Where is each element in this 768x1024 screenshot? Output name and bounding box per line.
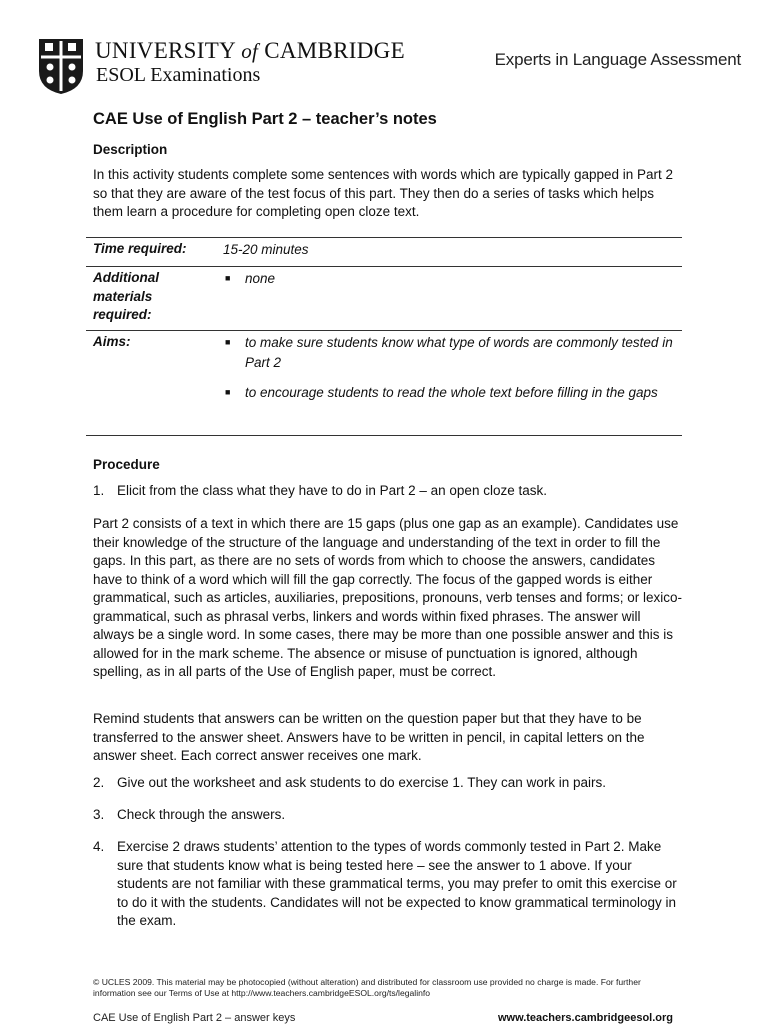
materials-label: Additional materials required: (93, 270, 159, 322)
procedure-step-2: 2. Give out the worksheet and ask students to do exercise 1. They can work in pairs. (93, 775, 607, 790)
footer-website-link[interactable]: www.teachers.cambridgeesol.org (497, 1012, 673, 1024)
page-title: CAE Use of English Part 2 – teacher’s notes (93, 110, 437, 128)
procedure-paragraph-2: Remind students that answers can be written on the question paper but that they have to be transferred to the answer sheet. Answers have to be written in pencil, in capital letters on the answer sheet. Each correct answer receives one mark. (93, 711, 645, 763)
time-label: Time required: (93, 241, 187, 256)
university-name: UNIVERSITY of CAMBRIDGE (95, 38, 405, 63)
bullet-icon: ■ (225, 273, 231, 283)
aims-label: Aims: (93, 334, 131, 349)
time-row (86, 237, 682, 266)
bullet-icon: ■ (225, 387, 231, 397)
procedure-step-1: 1. Elicit from the class what they have to do in Part 2 – an open cloze task. (93, 483, 547, 498)
copyright-notice: © UCLES 2009. This material may be photocopied (without alteration) and distributed for classroom use provided no charge is made. For further information see our Terms of Use at http://www.teachers.cambridgeESOL.org/ts/legalinfo (93, 977, 641, 998)
aims-row (86, 330, 682, 436)
page-header (0, 0, 768, 100)
time-value: 15-20 minutes (223, 242, 309, 257)
materials-row (86, 266, 682, 330)
esol-name: ESOL Examinations (96, 64, 261, 86)
list-item: ■ to make sure students know what type of words are commonly tested in Part 2 (225, 335, 673, 370)
materials-value (223, 269, 682, 330)
tagline: Experts in Language Assessment (494, 50, 741, 69)
list-item: ■ to encourage students to read the whole text before filling in the gaps (223, 383, 682, 403)
description-heading: Description (93, 142, 168, 157)
cambridge-crest-icon (37, 37, 85, 95)
procedure-step-4: 4. Exercise 2 draws students’ attention to the types of words commonly tested in Part 2. Make sure that students know what is being tested here – see the answer to 1 above. If your students are not familiar with these grammatical terms, you may prefer to omit this exercise or to do it with the students. Candidates will not be expected to know grammatical terminology in the exam. (93, 839, 677, 928)
footer-document-title: CAE Use of English Part 2 – answer keys (93, 1012, 296, 1024)
aims-value (223, 333, 682, 435)
procedure-step-3: 3. Check through the answers. (93, 807, 286, 822)
list-item: ■ none (223, 269, 682, 289)
bullet-icon: ■ (225, 337, 231, 347)
description-text: In this activity students complete some sentences with words which are typically gapped in Part 2 so that they are aware of the test focus of this part. They then do a series of tasks which helps them learn a procedure for completing open cloze text. (93, 167, 674, 219)
info-table (86, 237, 682, 436)
procedure-heading: Procedure (93, 457, 160, 472)
procedure-paragraph-1: Part 2 consists of a text in which there are 15 gaps (plus one gap as an example). Candidates use their knowledge of the structure of the language and understanding of the text in order to fill the gaps. In this part, as there are no sets of words from which to choose the answers, candidates have to think of a word which will fill the gap correctly. The focus of the gapped words is either grammatical, such as articles, auxiliaries, prepositions, pronouns, verb tenses and forms; or lexico-grammatical, such as phrasal verbs, linkers and words within fixed phrases. The answer will always be a single word. In some cases, there may be more than one possible answer and this is allowed for in the mark scheme. The absence or misuse of punctuation is ignored, although spelling, as in all parts of the Use of English paper, must be correct. (93, 516, 683, 679)
